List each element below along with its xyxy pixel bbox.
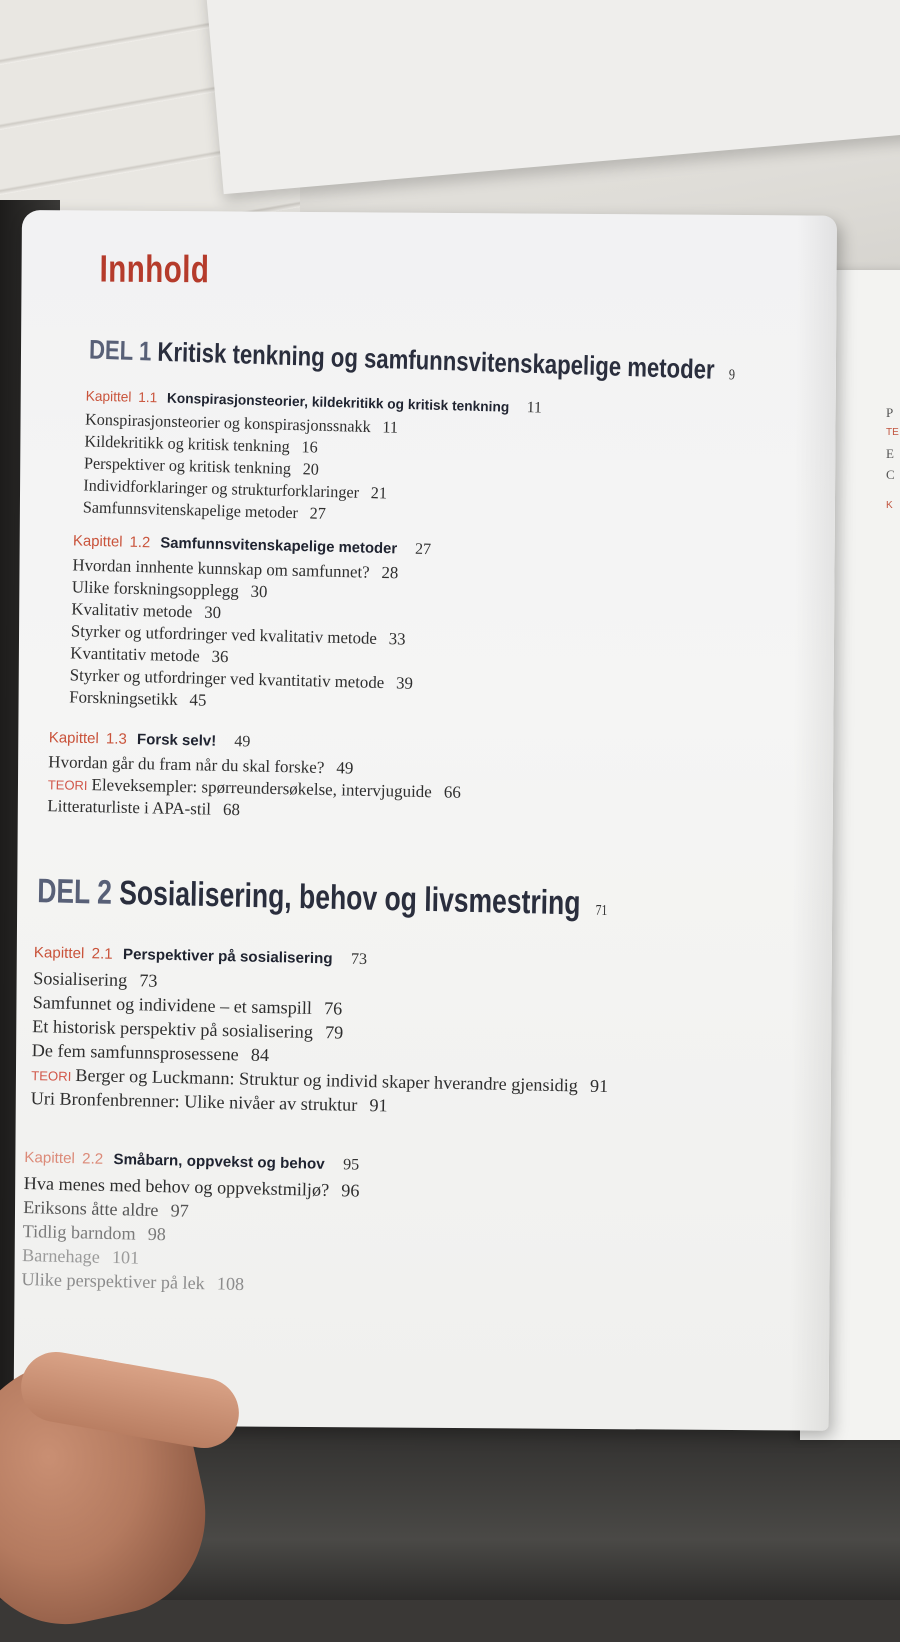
part-heading [89,334,736,386]
part-title: Kritisk tenkning og samfunnsvitenskapelige metoder [157,336,715,385]
entry-page-number: 79 [324,1022,344,1043]
entry-page-number: 20 [302,459,320,479]
entry-title: Konspirasjonsteorier og konspirasjonssnakk [84,409,371,437]
entry-page-number: 49 [336,758,354,778]
chapter-number: 1.3 [105,730,128,748]
chapter-title: Perspektiver på sosialisering [122,945,333,968]
entry-title: Kvantitativ metode [70,643,200,666]
entry-title: Eleveksempler: spørreundersøkelse, intervjuguide [91,775,433,802]
chapter-page-number: 95 [342,1156,360,1174]
entry-title: Kvalitativ metode [71,599,193,622]
entry-title: Ulike forskningsopplegg [71,577,239,601]
entry-title: Styrker og utfordringer ved kvantitativ metode [69,665,385,693]
entry-page-number: 11 [382,417,399,437]
teori-tag: TEORI [31,1068,72,1084]
part-label: DEL 1 [88,334,152,367]
entry-title: Berger og Luckmann: Struktur og individ skaper hverandre gjensidig [75,1065,579,1096]
chapter-section [31,940,611,1122]
entry-title: Ulike perspektiver på lek [21,1269,206,1294]
chapter-title: Småbarn, oppvekst og behov [113,1151,325,1173]
chapter-page-number: 49 [234,733,251,751]
entry-title: Sosialisering [33,968,128,991]
entry-title: Hvordan innhente kunnskap om samfunnet? [72,555,370,582]
entry-title: Samfunnsvitenskapelige metoder [82,497,299,523]
entry-title: Et historisk perspektiv på sosialisering [32,1016,314,1042]
entry-page-number: 66 [443,782,462,802]
chapter-label: Kapittel [72,532,123,551]
entry-title: Hva menes med behov og oppvekstmiljø? [23,1173,330,1200]
page-title: Innhold [99,248,210,292]
entry-title: Litteraturliste i APA-stil [47,796,212,819]
entry-title: Individforklaringer og strukturforklaringer [83,475,360,502]
teori-tag: TEORI [47,777,88,794]
entry-page-number: 73 [139,970,158,991]
entry-title: Perspektiver og kritisk tenkning [83,453,292,478]
next-page-letter: C [886,467,895,482]
chapter-title: Konspirasjonsteorier, kildekritikk og kritisk tenkning [166,389,510,415]
part-page-number: 71 [595,902,608,920]
entry-page-number: 36 [211,646,229,667]
entry-title: Kildekritikk og kritisk tenkning [84,431,291,456]
part-page-number: 9 [728,367,736,384]
entry-page-number: 84 [250,1044,270,1066]
part-heading [37,872,608,924]
entry-page-number: 45 [189,690,207,710]
entry-page-number: 76 [323,998,343,1019]
entry-page-number: 21 [370,483,388,503]
part-title: Sosialisering, behov og livsmestring [118,873,581,923]
entry-page-number: 30 [250,581,268,602]
chapter-title: Forsk selv! [136,731,217,750]
table-of-contents [14,210,837,1431]
chapter-number: 2.1 [91,945,113,963]
entry-page-number: 91 [369,1095,388,1116]
entry-title: Eriksons åtte aldre [22,1197,159,1221]
chapter-page-number: 11 [526,399,543,417]
entry-title: Styrker og utfordringer ved kvalitativ metode [70,621,378,648]
entry-page-number: 98 [147,1223,167,1245]
chapter-label: Kapittel [24,1149,76,1168]
entry-title: Barnehage [21,1245,101,1267]
next-page-letter: E [886,446,894,461]
chapter-page-number: 27 [414,540,432,559]
entry-page-number: 96 [341,1180,360,1201]
chapter-section [83,382,543,530]
entry-page-number: 16 [301,437,318,457]
chapter-number: 1.1 [138,388,158,406]
book-page [14,210,837,1431]
entry-page-number: 68 [222,799,241,820]
chapter-section [21,1145,360,1299]
part-label: DEL 2 [36,872,113,912]
chapter-section [47,725,462,826]
entry-title: Uri Bronfenbrenner: Ulike nivåer av struktur [30,1088,358,1115]
chapter-label: Kapittel [33,944,85,963]
chapter-title: Samfunnsvitenskapelige metoder [160,534,398,558]
next-page-letter: TE [886,427,899,438]
chapter-number: 2.2 [81,1150,104,1168]
entry-title: Samfunnet og individene – et samspill [32,992,313,1018]
entry-page-number: 91 [589,1075,609,1097]
chapter-label: Kapittel [48,729,99,748]
entry-page-number: 27 [309,503,327,523]
entry-page-number: 101 [111,1247,140,1268]
chapter-number: 1.2 [129,533,151,552]
entry-page-number: 33 [388,629,406,649]
entry-title: Tidlig barndom [22,1221,136,1244]
entry-title: Forskningsetikk [69,687,178,709]
chapter-page-number: 73 [350,950,368,969]
chapter-section [69,528,431,717]
entry-title: Hvordan går du fram når du skal forske? [48,752,325,777]
entry-page-number: 97 [170,1200,190,1221]
entry-page-number: 108 [216,1273,245,1295]
chapter-label: Kapittel [85,387,132,405]
entry-page-number: 28 [381,562,399,583]
next-page-letter: P [886,405,894,420]
entry-page-number: 39 [395,673,414,693]
entry-title: De fem samfunnsprosessene [31,1040,239,1065]
next-page-letter: K [886,500,893,511]
entry-page-number: 30 [204,602,222,623]
